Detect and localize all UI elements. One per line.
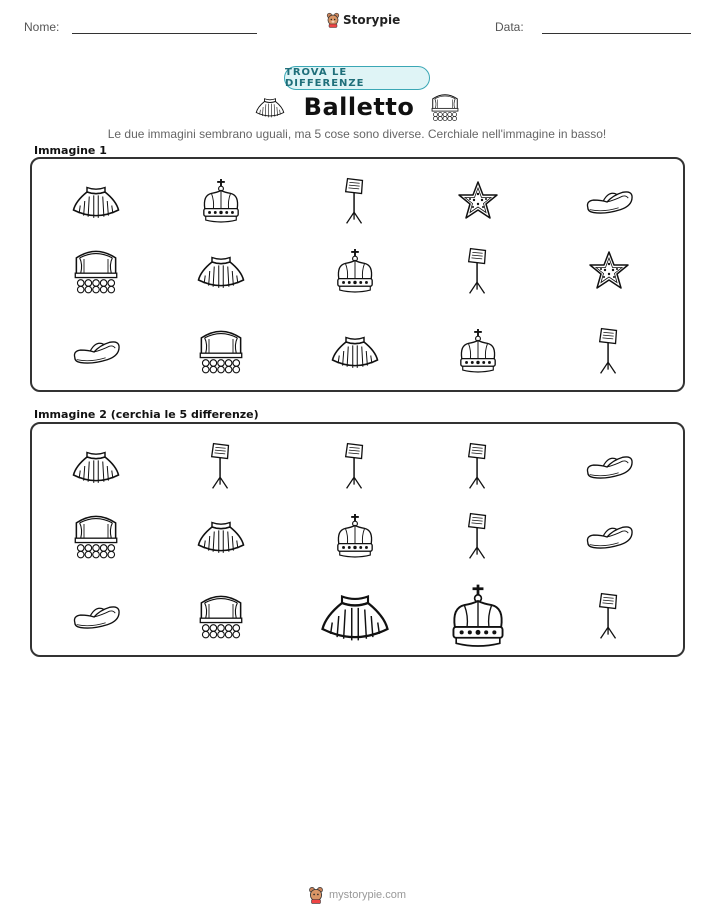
tutu-icon[interactable] <box>318 590 392 642</box>
ballet-shoe-icon[interactable] <box>584 521 634 551</box>
music-stand-icon[interactable] <box>341 441 369 491</box>
date-field-line[interactable] <box>542 33 691 34</box>
star-icon <box>587 249 631 293</box>
tutu-icon <box>330 333 380 369</box>
tutu-icon[interactable] <box>196 518 246 554</box>
instructions: Le due immagini sembrano uguali, ma 5 cose sono diverse. Cerchiale nell'immagine in basso! <box>107 127 607 141</box>
name-label: Nome: <box>24 20 60 34</box>
image2-label: Immagine 2 (cerchia le 5 differenze) <box>34 408 259 421</box>
title-tutu-icon <box>254 96 286 118</box>
page-title: Balletto <box>303 93 415 121</box>
theater-stage-icon <box>197 327 245 375</box>
music-stand-icon[interactable] <box>207 441 235 491</box>
brand-name: Storypie <box>343 13 401 27</box>
image1-panel <box>30 157 685 392</box>
tutu-icon <box>71 183 121 219</box>
theater-stage-icon <box>72 247 120 295</box>
tutu-icon <box>196 253 246 289</box>
tutu-icon[interactable] <box>71 448 121 484</box>
image2-grid <box>32 424 683 655</box>
music-stand-icon <box>341 176 369 226</box>
image2-panel[interactable] <box>30 422 685 657</box>
ballet-shoe-icon <box>71 336 121 366</box>
theater-stage-icon[interactable] <box>72 512 120 560</box>
star-icon <box>456 179 500 223</box>
footer <box>0 886 714 904</box>
title-theater-stage-icon <box>430 92 460 122</box>
date-label: Data: <box>495 20 524 34</box>
title-row <box>0 92 714 122</box>
footer-bear-icon <box>308 886 324 904</box>
footer-url[interactable]: mystorypie.com <box>328 889 407 901</box>
brand-logo <box>326 12 400 28</box>
ballet-shoe-icon[interactable] <box>584 451 634 481</box>
music-stand-icon <box>464 246 492 296</box>
ballet-shoe-icon <box>584 186 634 216</box>
theater-stage-icon[interactable] <box>197 592 245 640</box>
crown-icon <box>334 248 376 294</box>
image1-grid <box>32 159 683 390</box>
music-stand-icon <box>595 326 623 376</box>
image1-label: Immagine 1 <box>34 144 107 157</box>
crown-icon[interactable] <box>334 513 376 559</box>
crown-icon <box>457 328 499 374</box>
activity-badge: TROVA LE DIFFERENZE <box>284 66 430 90</box>
bear-mascot-icon <box>326 12 340 28</box>
music-stand-icon[interactable] <box>595 591 623 641</box>
music-stand-icon[interactable] <box>464 441 492 491</box>
ballet-shoe-icon[interactable] <box>71 601 121 631</box>
crown-icon[interactable] <box>448 583 508 649</box>
name-field-line[interactable] <box>72 33 257 34</box>
crown-icon <box>200 178 242 224</box>
music-stand-icon[interactable] <box>464 511 492 561</box>
